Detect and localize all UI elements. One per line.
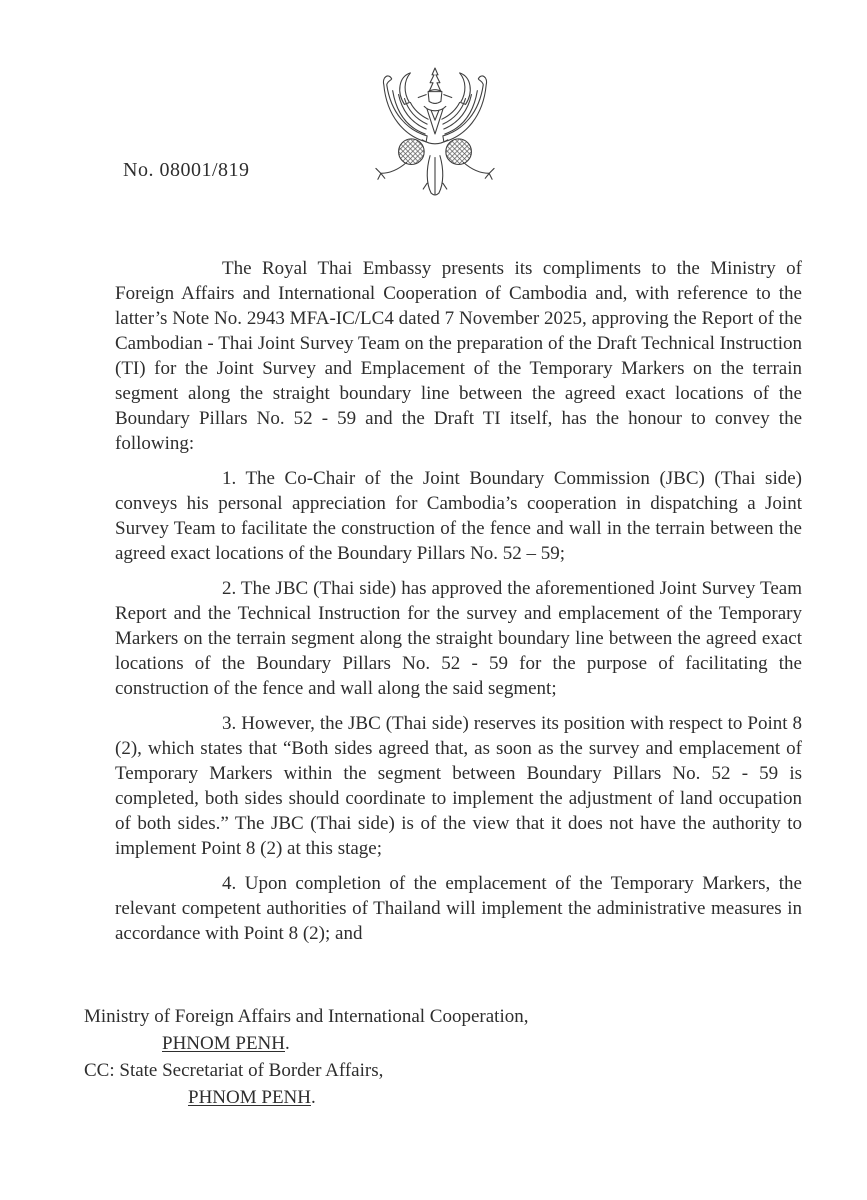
addressee-block [84,1003,804,1111]
reference-number: No. 08001/819 [123,159,250,181]
addressee-city-period: . [285,1033,290,1054]
cc-city-line [84,1084,804,1111]
intro-paragraph: The Royal Thai Embassy presents its compliments to the Ministry of Foreign Affairs and International Cooperation of Cambodia and, with reference to the latter’s Note No. 2943 MFA-IC/LC4 dated 7 November 2025, approving the Report of the Cambodian - Thai Joint Survey Team on the preparation of the Draft Technical Instruction (TI) for the Joint Survey and Emplacement of the Temporary Markers on the terrain segment along the straight boundary line between the agreed exact locations of the Boundary Pillars No. 52 - 59 and the Draft TI itself, has the honour to convey the following: [115,258,802,454]
addressee-line: Ministry of Foreign Affairs and International Cooperation, [84,1006,529,1027]
cc-city-period: . [311,1087,316,1108]
cc-city: PHNOM PENH [188,1087,311,1108]
addressee-city-line [84,1030,804,1057]
point-2-paragraph: 2. The JBC (Thai side) has approved the aforementioned Joint Survey Team Report and the Technical Instruction for the survey and emplacement of the Temporary Markers on the terrain segment along the straight boundary line between the agreed exact locations of the Boundary Pillars No. 52 - 59 for the purpose of facilitating the construction of the fence and wall along the said segment; [115,578,802,699]
note-body [115,256,802,956]
garuda-emblem-icon [371,64,499,200]
point-1-paragraph: 1. The Co-Chair of the Joint Boundary Commission (JBC) (Thai side) conveys his personal appreciation for Cambodia’s cooperation in dispatching a Joint Survey Team to facilitate the construction of the fence and wall in the terrain between the agreed exact locations of the Boundary Pillars No. 52 – 59; [115,468,802,564]
point-3-paragraph: 3. However, the JBC (Thai side) reserves its position with respect to Point 8 (2), which states that “Both sides agreed that, as soon as the survey and emplacement of Temporary Markers within the segment between Boundary Pillars No. 52 - 59 is completed, both sides should coordinate to implement the adjustment of land occupation of both sides.” The JBC (Thai side) is of the view that it does not have the authority to implement Point 8 (2) at this stage; [115,713,802,859]
cc-line: CC: State Secretariat of Border Affairs, [84,1060,384,1081]
point-4-paragraph: 4. Upon completion of the emplacement of the Temporary Markers, the relevant competent authorities of Thailand will implement the administrative measures in accordance with Point 8 (2); and [115,873,802,944]
addressee-city: PHNOM PENH [162,1033,285,1054]
